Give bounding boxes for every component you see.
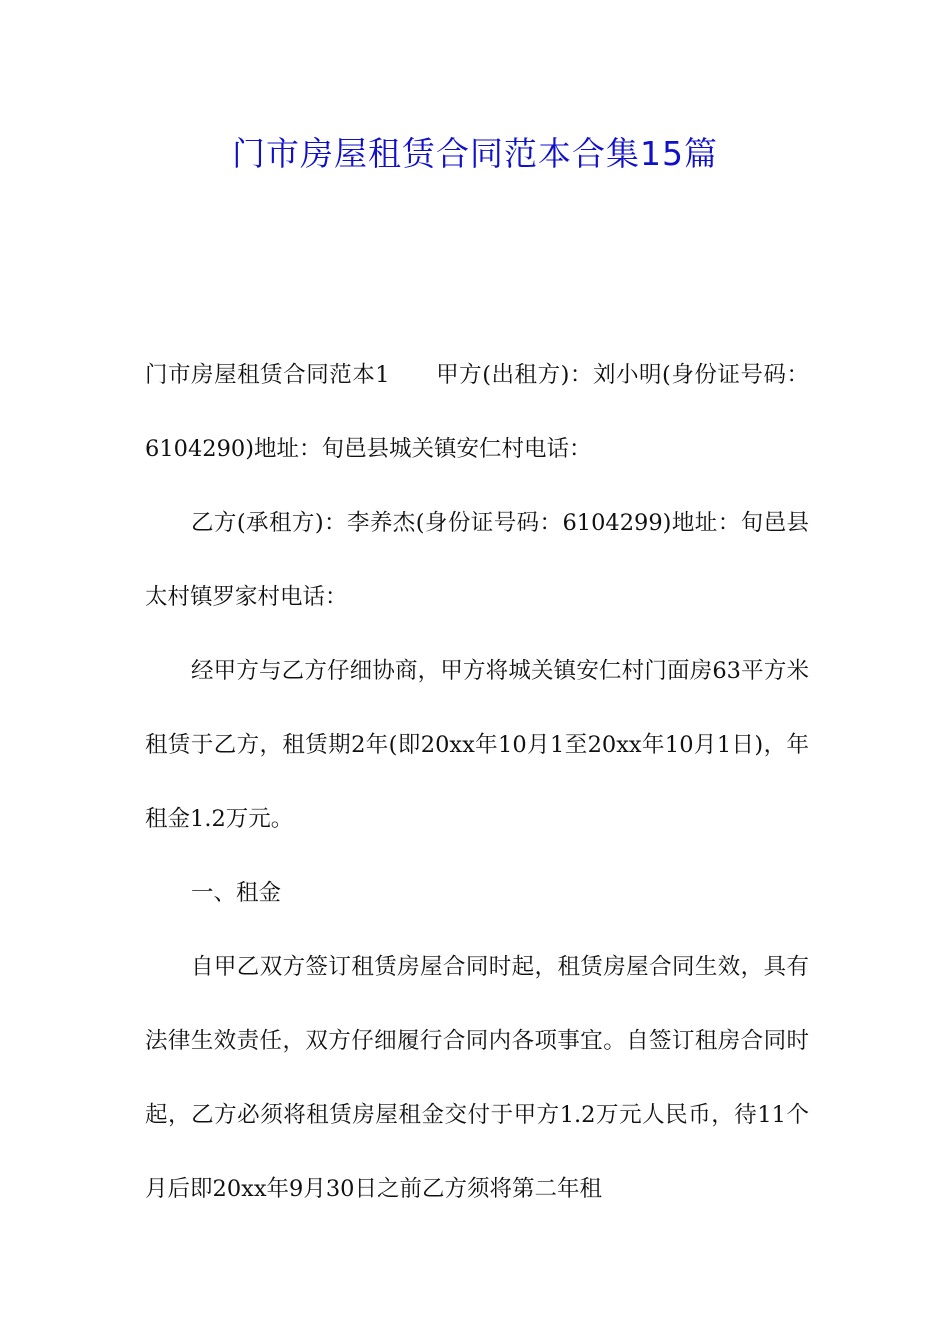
document-body <box>145 338 809 1226</box>
paragraph-3: 经甲方与乙方仔细协商，甲方将城关镇安仁村门面房63平方米租赁于乙方，租赁期2年(即20xx年10月1至20xx年10月1日)，年租金1.2万元。 <box>145 658 809 832</box>
paragraph-2: 乙方(承租方)：李养杰(身份证号码：6104299)地址：旬邑县太村镇罗家村电话： <box>145 510 809 610</box>
document-title: 门市房屋租赁合同范本合集15篇 <box>232 134 718 173</box>
section-heading-rent: 一、租金 <box>191 880 282 906</box>
paragraph-5: 自甲乙双方签订租赁房屋合同时起，租赁房屋合同生效，具有法律生效责任，双方仔细履行合同内各项事宜。自签订租房合同时起，乙方必须将租赁房屋租金交付于甲方1.2万元人民币，待11个月后即20xx年9月30日之前乙方须将第二年租 <box>145 954 809 1202</box>
section-heading-1: 门市房屋租赁合同范本1 <box>145 362 390 388</box>
paragraph-1-text: 甲方(出租方)：刘小明(身份证号码：6104290)地址：旬邑县城关镇安仁村电话： <box>145 362 809 462</box>
paragraph-1 <box>145 338 809 486</box>
